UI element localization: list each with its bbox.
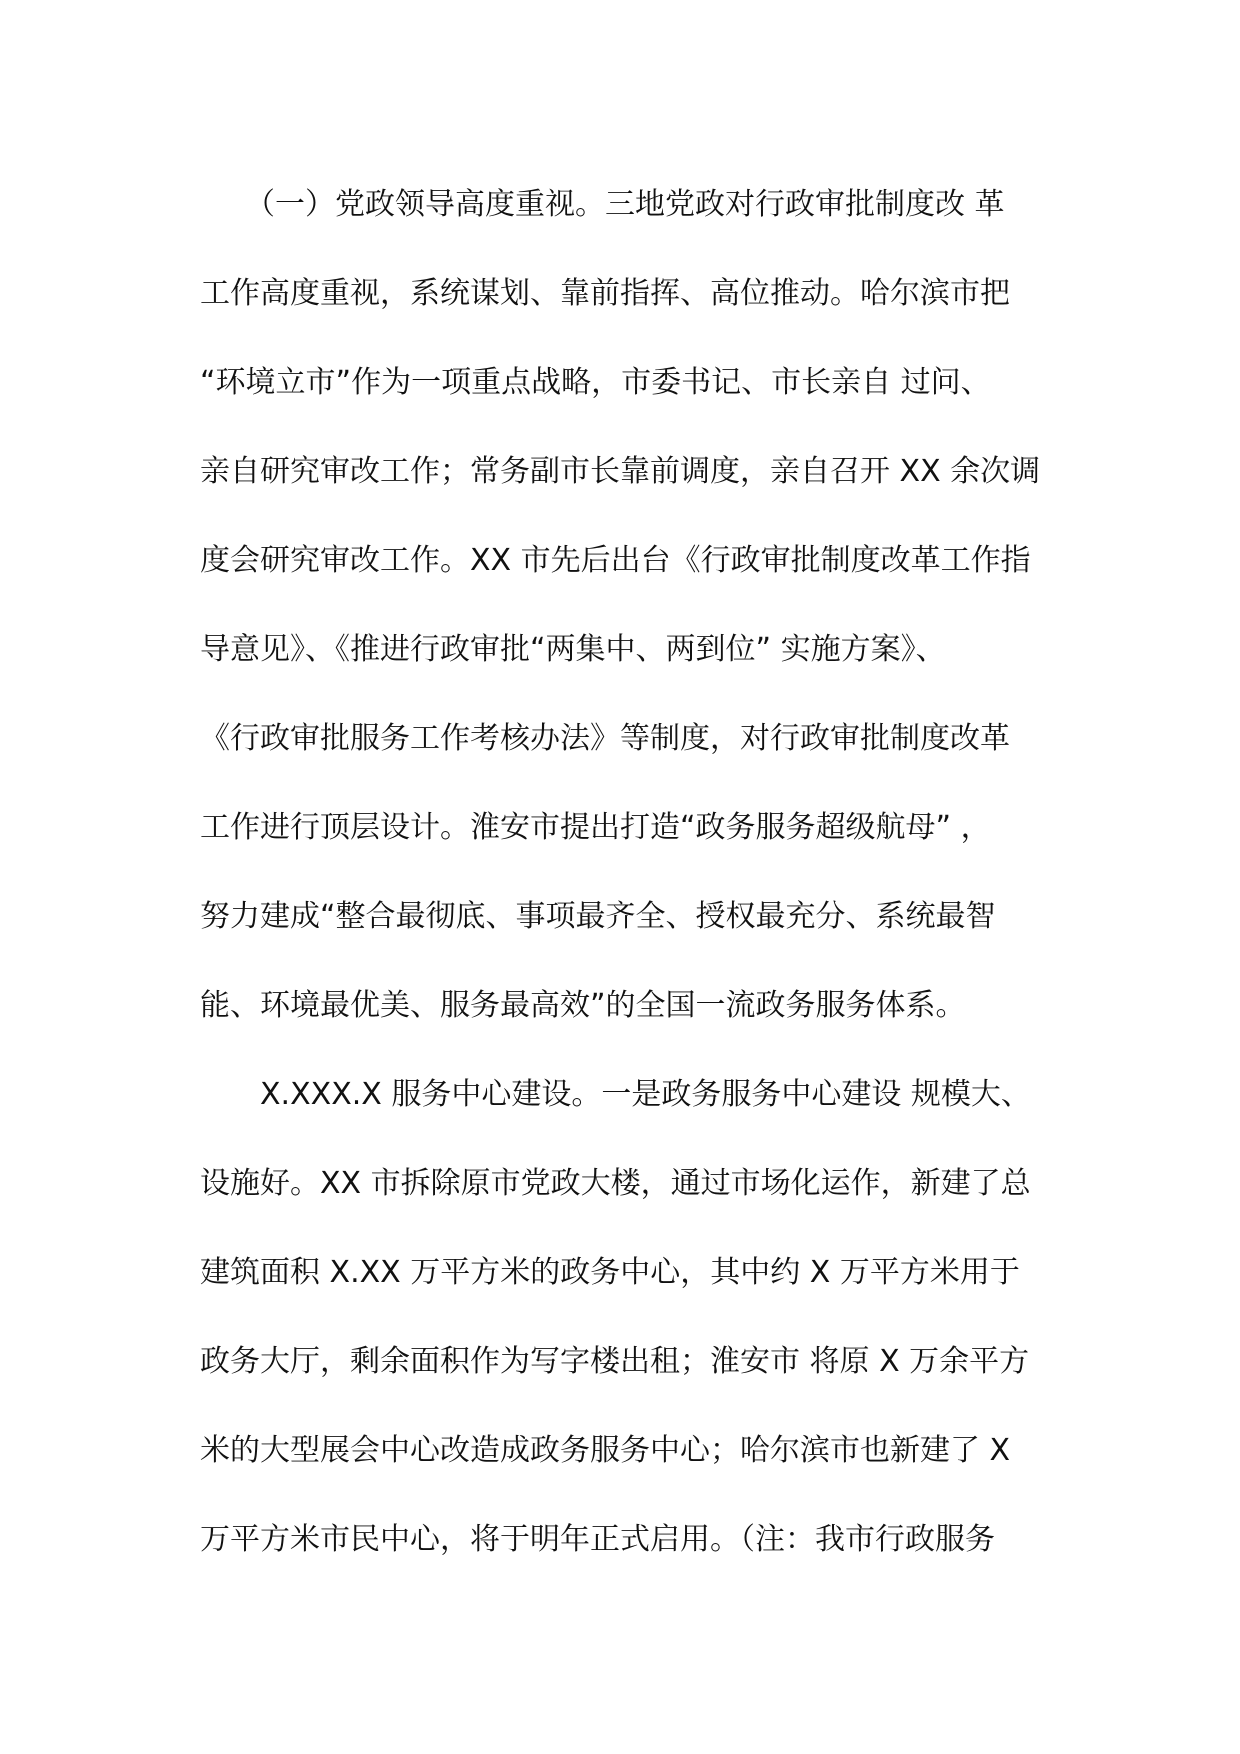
text-line: 米的大型展会中心改造成政务服务中心；哈尔滨市也新建了 X (200, 1433, 1011, 1468)
text-line: 导意见》、《推进行政审批“两集中、两到位” 实施方案》、 (200, 632, 946, 667)
text-line: 努力建成“整合最彻底、事项最齐全、授权最充分、系统最智 (200, 899, 996, 934)
text-line: 设施好。XX 市拆除原市党政大楼，通过市场化运作，新建了总 (200, 1166, 1031, 1201)
text-line: 能、环境最优美、服务最高效”的全国一流政务服务体系。 (200, 988, 966, 1023)
text-line: 建筑面积 X.XX 万平方米的政务中心，其中约 X 万平方米用于 (200, 1255, 1020, 1290)
body-text (200, 160, 1041, 1584)
text-line: 工作高度重视，系统谋划、靠前指挥、高位推动。哈尔滨市把 (200, 276, 1010, 311)
text-line: 政务大厅，剩余面积作为写字楼出租；淮安市 将原 X 万余平方 (200, 1344, 1030, 1379)
text-line: “环境立市”作为一项重点战略，市委书记、市长亲自 过问、 (200, 365, 991, 400)
text-line: 万平方米市民中心，将于明年正式启用。（注：我市行政服务 (200, 1522, 995, 1557)
text-line: （一）党政领导高度重视。三地党政对行政审批制度改 革 (200, 187, 1005, 222)
text-line: 工作进行顶层设计。淮安市提出打造“政务服务超级航母” ， (200, 810, 991, 845)
text-line: 亲自研究审改工作；常务副市长靠前调度，亲自召开 XX 余次调 (200, 454, 1041, 489)
text-line: 《行政审批服务工作考核办法》等制度，对行政审批制度改革 (200, 721, 1010, 756)
text-line: 度会研究审改工作。XX 市先后出台《行政审批制度改革工作指 (200, 543, 1031, 578)
text-line: X.XXX.X 服务中心建设。一是政务服务中心建设 规模大、 (200, 1077, 1031, 1112)
